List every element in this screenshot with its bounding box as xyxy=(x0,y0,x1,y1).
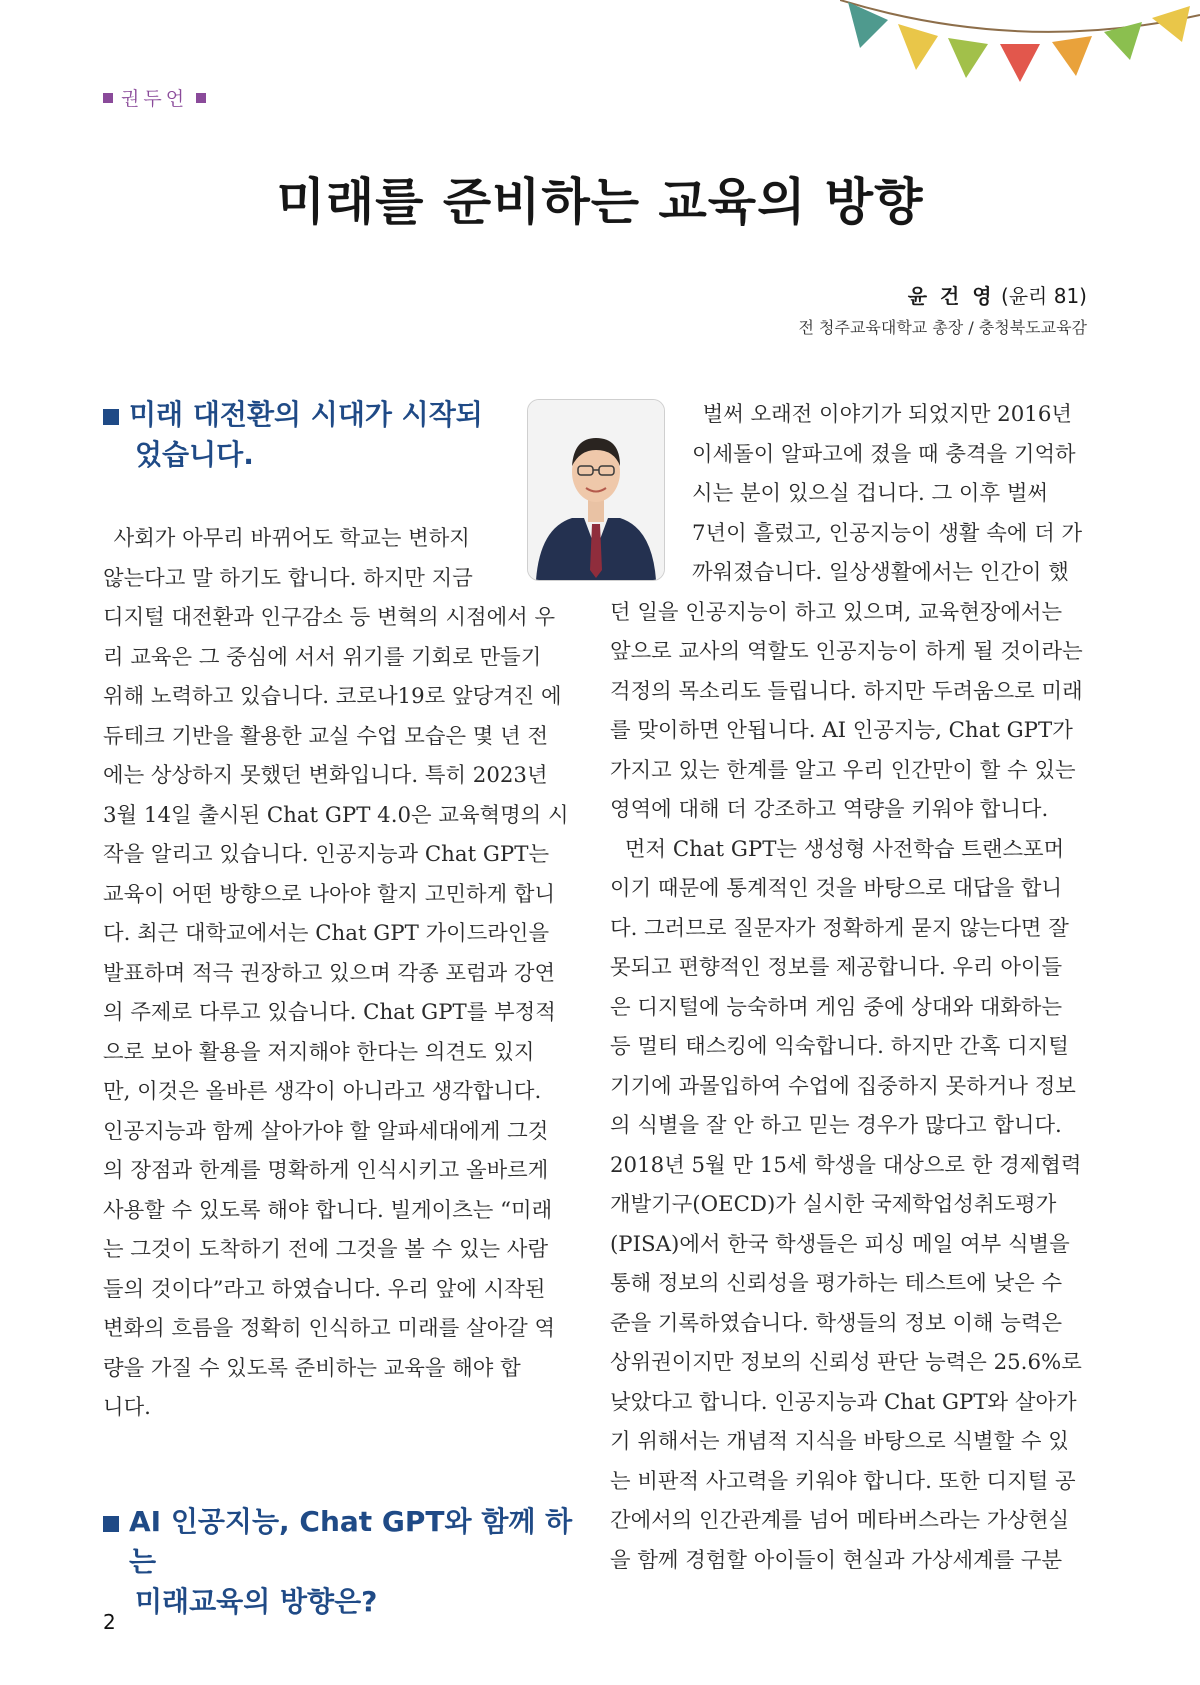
text-line: 기 위해서는 개념적 지식을 바탕으로 식별할 수 있 xyxy=(610,1429,1069,1454)
bunting-decoration xyxy=(840,0,1200,100)
page-number: 2 xyxy=(103,1610,116,1634)
text-line: 이기 때문에 통계적인 것을 바탕으로 대답을 합니 xyxy=(610,876,1063,901)
text-line: 상위권이지만 정보의 신뢰성 판단 능력은 25.6%로 xyxy=(610,1350,1082,1375)
heading-1-line-2: 었습니다. xyxy=(135,438,254,471)
text-line: 걱정의 목소리도 들립니다. 하지만 두려움으로 미래 xyxy=(610,678,1083,704)
bunting-flag xyxy=(1052,36,1092,76)
text-line: 못되고 편향적인 정보를 제공합니다. 우리 아이들 xyxy=(610,955,1063,980)
text-line: 변화의 흐름을 정확히 인식하고 미래를 살아갈 역 xyxy=(103,1316,556,1341)
tag-square-right xyxy=(196,93,206,103)
section-heading-1 xyxy=(103,395,581,475)
text-line: 들의 것이다”라고 하였습니다. 우리 앞에 시작된 xyxy=(103,1276,546,1302)
text-line: 인공지능과 함께 살아가야 할 알파세대에게 그것 xyxy=(103,1118,549,1144)
text-line: 않는다고 말 하기도 합니다. 하지만 지금 xyxy=(103,565,473,591)
text-line: 발표하며 적극 권장하고 있으며 각종 포럼과 강연 xyxy=(103,960,556,986)
text-line: 간에서의 인간관계를 넘어 메타버스라는 가상현실 xyxy=(610,1508,1070,1533)
text-line: 는 그것이 도착하기 전에 그것을 볼 수 있는 사람 xyxy=(103,1237,549,1262)
text-line: 교육이 어떤 방향으로 나아야 할지 고민하게 합니 xyxy=(103,881,556,907)
text-line: (PISA)에서 한국 학생들은 피싱 메일 여부 식별을 xyxy=(610,1231,1070,1257)
text-line: 2018년 5월 만 15세 학생을 대상으로 한 경제협력 xyxy=(610,1152,1082,1178)
right-column xyxy=(610,395,1085,1580)
text-line: 시는 분이 있으실 겁니다. 그 이후 벌써 xyxy=(692,481,1048,506)
text-line: 디지털 대전환과 인구감소 등 변혁의 시점에서 우 xyxy=(103,605,556,630)
left-column xyxy=(103,395,581,1622)
text-line: 의 식별을 잘 안 하고 믿는 경우가 많다고 합니다. xyxy=(610,1113,1062,1138)
text-line: 3월 14일 출시된 Chat GPT 4.0은 교육혁명의 시 xyxy=(103,802,569,828)
text-line: 니다. xyxy=(103,1395,151,1420)
text-line: 리 교육은 그 중심에 서서 위기를 기회로 만들기 xyxy=(103,644,542,670)
text-line: 개발기구(OECD)가 실시한 국제학업성취도평가 xyxy=(610,1192,1057,1217)
text-line: 영역에 대해 더 강조하고 역량을 키워야 합니다. xyxy=(610,797,1049,822)
author-positions: 전 청주교육대학교 총장 / 충청북도교육감 xyxy=(798,318,1087,337)
heading-2-line-2: 미래교육의 방향은? xyxy=(135,1584,378,1618)
bunting-flag xyxy=(948,38,988,78)
text-line: 는 비판적 사고력을 키워야 합니다. 또한 디지털 공 xyxy=(610,1468,1076,1494)
text-line: 만, 이것은 올바른 생각이 아니라고 생각합니다. xyxy=(103,1079,542,1104)
text-line: 으로 보아 활용을 저지해야 한다는 의견도 있지 xyxy=(103,1039,535,1065)
text-line: 듀테크 기반을 활용한 교실 수업 모습은 몇 년 전 xyxy=(103,723,549,749)
text-line: 까워졌습니다. 일상생활에서는 인간이 했 xyxy=(692,560,1069,585)
text-line: 던 일을 인공지능이 하고 있으며, 교육현장에서는 xyxy=(610,599,1063,625)
section-tag-label: 권두언 xyxy=(121,88,189,110)
text-line: 먼저 Chat GPT는 생성형 사전학습 트랜스포머 xyxy=(624,836,1065,862)
heading-square-icon xyxy=(103,1516,119,1532)
text-line: 낮았다고 합니다. 인공지능과 Chat GPT와 살아가 xyxy=(610,1389,1077,1415)
tag-square-left xyxy=(103,93,113,103)
heading-2-line-1: AI 인공지능, Chat GPT와 함께 하는 xyxy=(129,1504,573,1578)
author-class: (윤리 81) xyxy=(1000,284,1087,308)
text-line: 량을 가질 수 있도록 준비하는 교육을 해야 합 xyxy=(103,1355,521,1381)
text-line: 사회가 아무리 바뀌어도 학교는 변하지 xyxy=(113,526,470,551)
bunting-flag xyxy=(1000,44,1040,82)
text-line: 이세돌이 알파고에 졌을 때 충격을 기억하 xyxy=(692,441,1076,467)
text-line: 은 디지털에 능숙하며 게임 중에 상대와 대화하는 xyxy=(610,994,1063,1020)
text-line: 사용할 수 있도록 해야 합니다. 빌게이츠는 “미래 xyxy=(103,1197,553,1223)
page-title: 미래를 준비하는 교육의 방향 xyxy=(276,173,924,231)
text-line: 준을 기록하였습니다. 학생들의 정보 이해 능력은 xyxy=(610,1310,1063,1336)
text-line: 다. 그러므로 질문자가 정확하게 묻지 않는다면 잘 xyxy=(610,915,1069,941)
text-line: 가지고 있는 한계를 알고 우리 인간만이 할 수 있는 xyxy=(610,757,1076,783)
heading-1-line-1: 미래 대전환의 시대가 시작되 xyxy=(129,398,483,431)
right-paragraph xyxy=(610,395,1085,1580)
text-line: 앞으로 교사의 역할도 인공지능이 하게 될 것이라는 xyxy=(610,639,1083,664)
text-line: 벌써 오래전 이야기가 되었지만 2016년 xyxy=(702,402,1072,427)
text-line: 을 함께 경험할 아이들이 현실과 가상세계를 구분 xyxy=(610,1547,1063,1573)
text-line: 기기에 과몰입하여 수업에 집중하지 못하거나 정보 xyxy=(610,1073,1076,1099)
text-line: 작을 알리고 있습니다. 인공지능과 Chat GPT는 xyxy=(103,842,550,867)
text-line: 를 맞이하면 안됩니다. AI 인공지능, Chat GPT가 xyxy=(610,718,1073,743)
text-line: 등 멀티 태스킹에 익숙합니다. 하지만 간혹 디지털 xyxy=(610,1034,1069,1059)
bunting-flag xyxy=(898,24,938,70)
section-tag xyxy=(103,84,206,111)
text-line: 통해 정보의 신뢰성을 평가하는 테스트에 낮은 수 xyxy=(610,1271,1063,1296)
bunting-flag xyxy=(1104,22,1142,60)
text-line: 에는 상상하지 못했던 변화입니다. 특히 2023년 xyxy=(103,763,548,788)
text-line: 의 주제로 다루고 있습니다. Chat GPT를 부정적 xyxy=(103,1000,556,1025)
text-line: 의 장점과 한계를 명확하게 인식시키고 올바르게 xyxy=(103,1158,549,1183)
text-line: 위해 노력하고 있습니다. 코로나19로 앞당겨진 에 xyxy=(103,684,562,709)
section-heading-2 xyxy=(103,1502,581,1622)
text-line: 7년이 흘렀고, 인공지능이 생활 속에 더 가 xyxy=(692,520,1083,546)
heading-square-icon xyxy=(103,409,119,425)
left-paragraph xyxy=(103,519,581,1428)
text-line: 다. 최근 대학교에서는 Chat GPT 가이드라인을 xyxy=(103,921,550,946)
author-name: 윤 건 영 xyxy=(907,284,995,308)
author-block xyxy=(799,280,1088,338)
